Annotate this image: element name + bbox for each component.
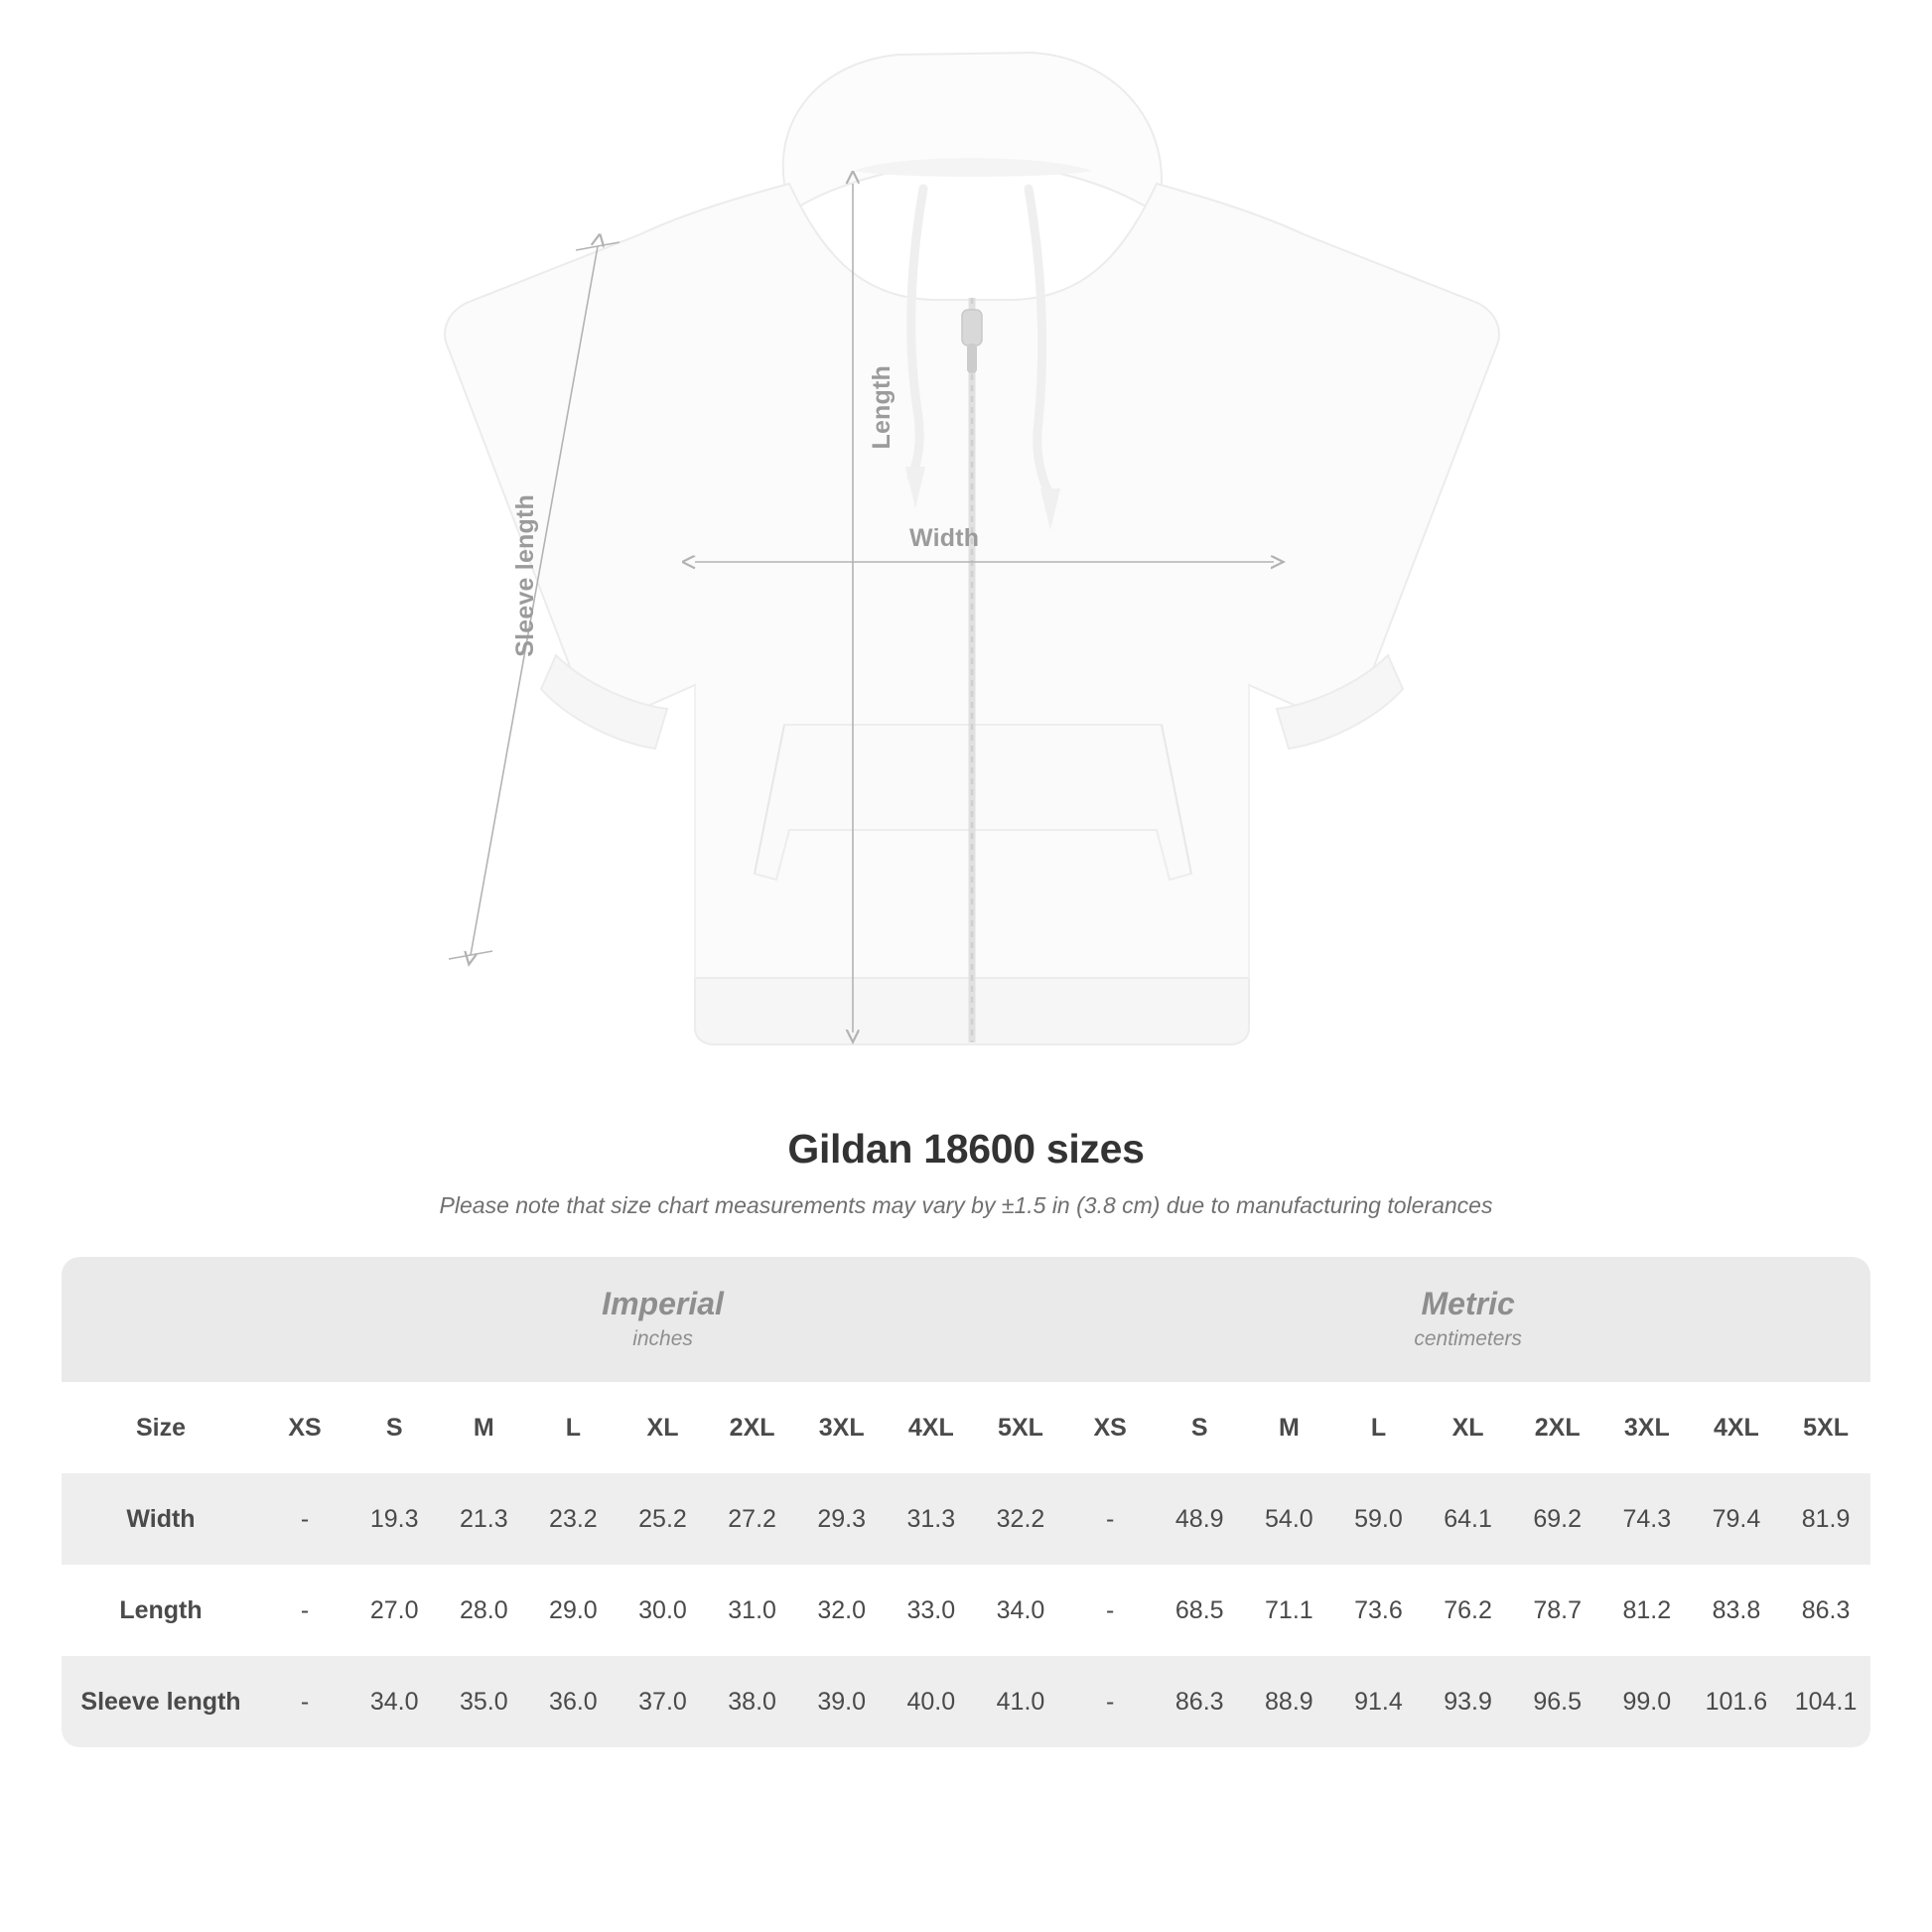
cell-width-imperial-l: 23.2 [528, 1473, 618, 1565]
cell-sleeve-length-metric-5xl: 104.1 [1781, 1656, 1870, 1747]
cell-width-imperial-m: 21.3 [439, 1473, 528, 1565]
row-label-length: Length [62, 1565, 260, 1656]
cell-sleeve-length-imperial-5xl: 41.0 [976, 1656, 1065, 1747]
cell-length-metric-m: 71.1 [1244, 1565, 1333, 1656]
cell-width-imperial-4xl: 31.3 [887, 1473, 976, 1565]
cell-sleeve-length-imperial-xl: 37.0 [618, 1656, 707, 1747]
cell-sleeve-length-metric-s: 86.3 [1155, 1656, 1244, 1747]
unit-row-spacer [62, 1257, 260, 1382]
cell-sleeve-length-imperial-4xl: 40.0 [887, 1656, 976, 1747]
cell-length-metric-xs: - [1065, 1565, 1155, 1656]
cell-sleeve-length-imperial-2xl: 38.0 [708, 1656, 797, 1747]
size-header-metric-3xl: 3XL [1602, 1382, 1692, 1473]
size-header-imperial-xs: XS [260, 1382, 349, 1473]
size-header-metric-m: M [1244, 1382, 1333, 1473]
unit-group-name: Imperial [602, 1286, 724, 1322]
cell-length-metric-3xl: 81.2 [1602, 1565, 1692, 1656]
cell-sleeve-length-imperial-xs: - [260, 1656, 349, 1747]
size-header-imperial-4xl: 4XL [887, 1382, 976, 1473]
unit-group-sub: inches [632, 1327, 693, 1351]
size-table [62, 1257, 1870, 1747]
cell-length-imperial-m: 28.0 [439, 1565, 528, 1656]
cell-sleeve-length-metric-4xl: 101.6 [1692, 1656, 1781, 1747]
cell-length-metric-4xl: 83.8 [1692, 1565, 1781, 1656]
cell-length-imperial-2xl: 31.0 [708, 1565, 797, 1656]
size-header-metric-xs: XS [1065, 1382, 1155, 1473]
table-row [62, 1656, 1870, 1747]
length-label: Length [868, 365, 896, 450]
zipper-pull-tab [967, 344, 977, 373]
page-title: Gildan 18600 sizes [787, 1126, 1145, 1172]
unit-group-imperial [260, 1257, 1065, 1382]
unit-group-metric [1065, 1257, 1870, 1382]
cell-length-metric-xl: 76.2 [1424, 1565, 1513, 1656]
tolerance-note: Please note that size chart measurements may vary by ±1.5 in (3.8 cm) due to manufacturing tolerances [439, 1192, 1493, 1218]
row-label-width: Width [62, 1473, 260, 1565]
cell-sleeve-length-imperial-l: 36.0 [528, 1656, 618, 1747]
size-header-metric-s: S [1155, 1382, 1244, 1473]
cell-width-metric-xl: 64.1 [1424, 1473, 1513, 1565]
size-header-row [62, 1382, 1870, 1473]
cell-width-metric-5xl: 81.9 [1781, 1473, 1870, 1565]
cell-sleeve-length-imperial-3xl: 39.0 [797, 1656, 887, 1747]
cell-width-imperial-2xl: 27.2 [708, 1473, 797, 1565]
cell-width-imperial-3xl: 29.3 [797, 1473, 887, 1565]
table-row [62, 1565, 1870, 1656]
cell-length-imperial-4xl: 33.0 [887, 1565, 976, 1656]
sleeve-length-label: Sleeve length [511, 494, 539, 657]
size-header-imperial-m: M [439, 1382, 528, 1473]
size-header-imperial-3xl: 3XL [797, 1382, 887, 1473]
hood-shape [783, 53, 1162, 213]
zipper-pull-body [962, 310, 982, 345]
cell-width-imperial-xs: - [260, 1473, 349, 1565]
size-header-metric-4xl: 4XL [1692, 1382, 1781, 1473]
cell-width-metric-3xl: 74.3 [1602, 1473, 1692, 1565]
cell-length-imperial-s: 27.0 [349, 1565, 439, 1656]
cell-width-imperial-5xl: 32.2 [976, 1473, 1065, 1565]
cell-length-imperial-l: 29.0 [528, 1565, 618, 1656]
cell-sleeve-length-metric-m: 88.9 [1244, 1656, 1333, 1747]
size-header-label: Size [62, 1382, 260, 1473]
unit-group-sub: centimeters [1414, 1327, 1522, 1351]
size-table-wrapper [62, 1257, 1870, 1747]
cell-width-metric-l: 59.0 [1333, 1473, 1423, 1565]
cell-length-metric-s: 68.5 [1155, 1565, 1244, 1656]
size-header-metric-5xl: 5XL [1781, 1382, 1870, 1473]
cell-sleeve-length-metric-l: 91.4 [1333, 1656, 1423, 1747]
size-header-imperial-xl: XL [618, 1382, 707, 1473]
cell-width-metric-2xl: 69.2 [1513, 1473, 1602, 1565]
size-header-metric-2xl: 2XL [1513, 1382, 1602, 1473]
cell-sleeve-length-metric-3xl: 99.0 [1602, 1656, 1692, 1747]
cell-width-imperial-xl: 25.2 [618, 1473, 707, 1565]
cell-width-imperial-s: 19.3 [349, 1473, 439, 1565]
unit-header-row [62, 1257, 1870, 1382]
unit-group-name: Metric [1421, 1286, 1515, 1322]
cell-sleeve-length-imperial-s: 34.0 [349, 1656, 439, 1747]
title-block [0, 1126, 1932, 1219]
size-header-imperial-5xl: 5XL [976, 1382, 1065, 1473]
size-header-metric-xl: XL [1424, 1382, 1513, 1473]
cell-length-metric-2xl: 78.7 [1513, 1565, 1602, 1656]
cell-length-imperial-5xl: 34.0 [976, 1565, 1065, 1656]
cell-length-metric-l: 73.6 [1333, 1565, 1423, 1656]
row-label-sleeve-length: Sleeve length [62, 1656, 260, 1747]
cell-width-metric-4xl: 79.4 [1692, 1473, 1781, 1565]
size-header-imperial-l: L [528, 1382, 618, 1473]
size-header-imperial-2xl: 2XL [708, 1382, 797, 1473]
cell-length-imperial-3xl: 32.0 [797, 1565, 887, 1656]
table-row [62, 1473, 1870, 1565]
cell-sleeve-length-imperial-m: 35.0 [439, 1656, 528, 1747]
size-header-imperial-s: S [349, 1382, 439, 1473]
cell-sleeve-length-metric-xl: 93.9 [1424, 1656, 1513, 1747]
cell-sleeve-length-metric-xs: - [1065, 1656, 1155, 1747]
cell-sleeve-length-metric-2xl: 96.5 [1513, 1656, 1602, 1747]
cell-width-metric-m: 54.0 [1244, 1473, 1333, 1565]
cell-width-metric-xs: - [1065, 1473, 1155, 1565]
cell-length-metric-5xl: 86.3 [1781, 1565, 1870, 1656]
cell-length-imperial-xs: - [260, 1565, 349, 1656]
cell-width-metric-s: 48.9 [1155, 1473, 1244, 1565]
size-header-metric-l: L [1333, 1382, 1423, 1473]
width-label: Width [909, 524, 980, 552]
cell-length-imperial-xl: 30.0 [618, 1565, 707, 1656]
